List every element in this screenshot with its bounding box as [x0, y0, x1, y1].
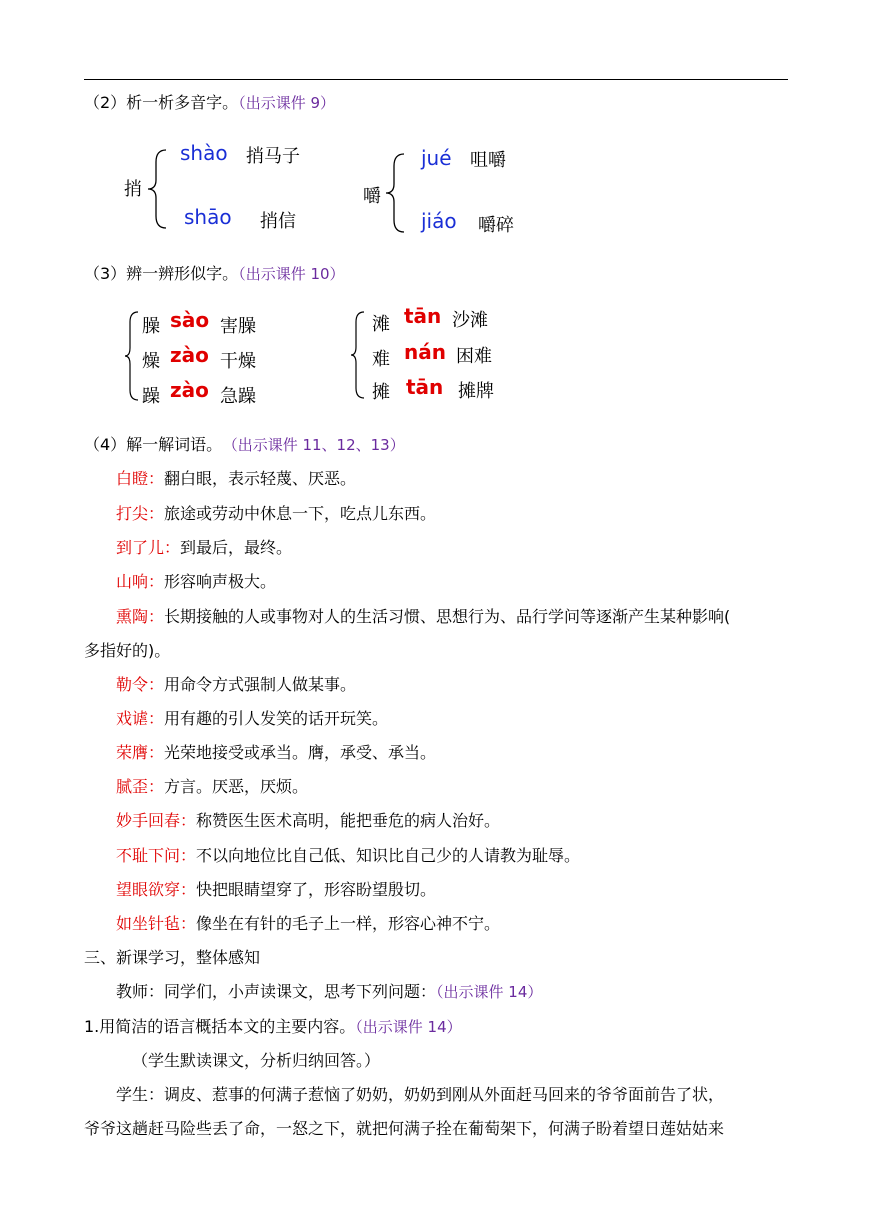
vocab-term: 戏谑： — [116, 709, 165, 728]
pinyin: jué — [421, 146, 452, 170]
example-word: 困难 — [456, 346, 492, 367]
section-3-heading — [84, 261, 345, 284]
vocab-def: 快把眼睛望穿了，形容盼望殷切。 — [196, 880, 437, 899]
section-4-title: （4）解一解词语。 — [84, 435, 223, 454]
vocab-def-continued: 多指好的)。 — [84, 641, 171, 660]
example-word: 急躁 — [220, 386, 256, 407]
example-word: 捎马子 — [246, 146, 300, 167]
section-3-title: （3）辨一辨形似字。 — [84, 264, 239, 283]
courseware-ref: （出示课件 10） — [238, 265, 345, 283]
vocab-def: 称赞医生医术高明，能把垂危的病人治好。 — [196, 811, 501, 830]
teacher-prompt — [116, 979, 542, 1002]
vocab-def: 用有趣的引人发笑的话开玩笑。 — [164, 709, 389, 728]
vocab-item — [116, 740, 436, 763]
pinyin: zào — [170, 378, 209, 402]
vocab-item — [116, 706, 388, 729]
section-4-heading — [84, 432, 405, 455]
pinyin: zào — [170, 343, 209, 367]
courseware-ref: （出示课件 11、12、13） — [230, 436, 405, 454]
example-word: 沙滩 — [452, 310, 488, 331]
question-1 — [84, 1014, 462, 1037]
similar-char: 燥 — [142, 351, 160, 372]
vocab-def: 光荣地接受或承当。膺，承受、承当。 — [164, 743, 437, 762]
vocab-term: 打尖： — [116, 504, 165, 523]
similar-char: 摊 — [372, 382, 390, 403]
vocab-term: 山响： — [116, 572, 165, 591]
vocab-def: 不以向地位比自己低、知识比自己少的人请教为耻辱。 — [196, 846, 581, 865]
student-note: （学生默读课文，分析归纳回答。） — [132, 1051, 381, 1070]
vocab-term: 勒令： — [116, 675, 165, 694]
vocab-item — [116, 466, 356, 489]
vocab-term: 到了儿： — [116, 538, 181, 557]
vocab-item — [116, 877, 436, 900]
vocab-term: 腻歪： — [116, 777, 165, 796]
pinyin: shāo — [184, 205, 232, 229]
brace-left-3 — [124, 310, 142, 402]
pinyin: jiáo — [421, 209, 457, 233]
vocab-term: 熏陶： — [116, 607, 165, 626]
vocab-def: 用命令方式强制人做某事。 — [164, 675, 357, 694]
example-word: 害臊 — [220, 316, 256, 337]
vocab-item — [116, 569, 276, 592]
vocab-def: 方言。厌恶，厌烦。 — [164, 777, 309, 796]
vocab-def: 到最后，最终。 — [180, 538, 293, 557]
vocab-item — [116, 774, 308, 797]
top-rule — [84, 79, 788, 80]
vocab-item — [116, 672, 356, 695]
similar-char: 臊 — [142, 316, 160, 337]
vocab-item — [116, 808, 500, 831]
pinyin: shào — [180, 141, 228, 165]
example-word: 嚼碎 — [478, 215, 514, 236]
vocab-def: 像坐在有针的毛子上一样，形容心神不宁。 — [196, 914, 501, 933]
polyphone-char-1: 捎 — [124, 179, 142, 200]
brace-left-1 — [146, 148, 170, 230]
brace-left-2 — [384, 152, 408, 234]
vocab-term: 不耻下问： — [116, 846, 197, 865]
pinyin: tān — [404, 304, 442, 328]
brace-left-4 — [350, 310, 368, 400]
vocab-def: 旅途或劳动中休息一下，吃点儿东西。 — [164, 504, 437, 523]
similar-char: 躁 — [142, 386, 160, 407]
vocab-def: 形容响声极大。 — [164, 572, 277, 591]
vocab-def: 长期接触的人或事物对人的生活习惯、思想行为、品行学问等逐渐产生某种影响( — [164, 607, 731, 626]
section-2-title: （2）析一析多音字。 — [84, 93, 239, 112]
vocab-term: 荣膺： — [116, 743, 165, 762]
pinyin: sào — [170, 308, 210, 332]
pinyin: nán — [404, 340, 446, 364]
vocab-term: 妙手回春： — [116, 811, 197, 830]
vocab-item — [116, 501, 436, 524]
vocab-item — [116, 535, 292, 558]
student-answer-line: 学生：调皮、惹事的何满子惹恼了奶奶，奶奶到刚从外面赶马回来的爷爷面前告了状， — [116, 1085, 725, 1104]
pinyin: tān — [406, 375, 444, 399]
polyphone-char-2: 嚼 — [363, 186, 381, 207]
courseware-ref: （出示课件 9） — [238, 94, 335, 112]
teacher-text: 教师：同学们，小声读课文，思考下列问题： — [116, 982, 437, 1001]
similar-char: 滩 — [372, 314, 390, 335]
vocab-item — [116, 843, 580, 866]
similar-char: 难 — [372, 349, 390, 370]
example-word: 捎信 — [260, 211, 296, 232]
example-word: 咀嚼 — [470, 150, 506, 171]
vocab-item — [116, 604, 730, 627]
courseware-ref: （出示课件 14） — [355, 1018, 462, 1036]
vocab-item — [116, 911, 500, 934]
vocab-def: 翻白眼，表示轻蔑、厌恶。 — [164, 469, 357, 488]
question-text: 1.用简洁的语言概括本文的主要内容。 — [84, 1017, 356, 1036]
vocab-term: 如坐针毡： — [116, 914, 197, 933]
courseware-ref: （出示课件 14） — [436, 983, 543, 1001]
example-word: 干燥 — [220, 351, 256, 372]
student-answer-line: 爷爷这趟赶马险些丢了命，一怒之下，就把何满子拴在葡萄架下，何满子盼着望日莲姑姑来 — [84, 1119, 725, 1138]
vocab-term: 望眼欲穿： — [116, 880, 197, 899]
part-3-heading: 三、新课学习，整体感知 — [84, 948, 261, 967]
section-2-heading — [84, 90, 335, 113]
vocab-term: 白瞪： — [116, 469, 165, 488]
example-word: 摊牌 — [458, 381, 494, 402]
